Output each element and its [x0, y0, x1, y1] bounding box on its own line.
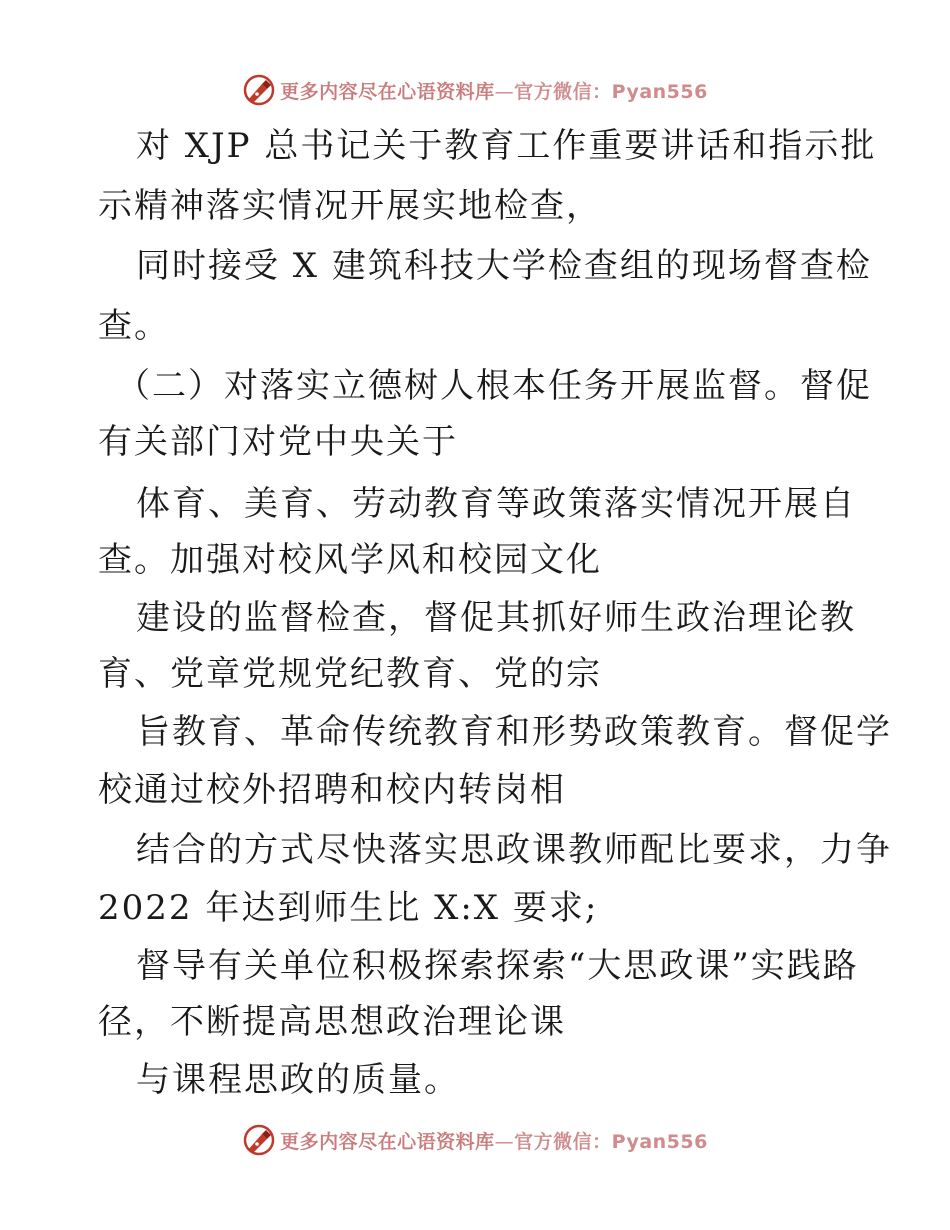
banner-main-text: 更多内容尽在心语资料库	[280, 1130, 495, 1153]
body-line-12: 校通过校外招聘和校内转岗相	[98, 770, 566, 810]
body-line-2: 示精神落实情况开展实地检查，	[98, 186, 602, 226]
footer-banner	[0, 1120, 950, 1160]
pen-nib-circle-logo-icon	[242, 1123, 276, 1157]
body-line-10: 育、党章党规党纪教育、党的宗	[98, 654, 602, 694]
body-line-17: 与课程思政的质量。	[136, 1060, 460, 1100]
pen-nib-circle-logo-icon	[242, 73, 276, 107]
body-line-7: 体育、美育、劳动教育等政策落实情况开展自	[136, 484, 856, 524]
body-line-16: 径，不断提高思想政治理论课	[98, 1002, 566, 1042]
header-banner	[0, 70, 950, 110]
banner-separator: —	[494, 80, 515, 103]
body-line-8: 查。加强对校风学风和校园文化	[98, 540, 602, 580]
banner-wechat-text: 官方微信：Pyan556	[514, 80, 708, 103]
body-line-4: 查。	[98, 306, 170, 346]
body-line-14: 2022 年达到师生比 X:X 要求;	[98, 888, 599, 928]
banner-text	[280, 77, 708, 104]
body-line-3: 同时接受 X 建筑科技大学检查组的现场督查检	[136, 246, 872, 286]
banner-wechat-text: 官方微信：Pyan556	[514, 1130, 708, 1153]
body-line-13: 结合的方式尽快落实思政课教师配比要求，力争	[136, 830, 892, 870]
body-line-6: 有关部门对党中央关于	[98, 422, 458, 462]
banner-separator: —	[494, 1130, 515, 1153]
body-line-15: 督导有关单位积极探索探索“大思政课”实践路	[136, 946, 859, 986]
body-line-5: （二）对落实立德树人根本任务开展监督。督促	[116, 366, 872, 406]
banner-text	[280, 1127, 708, 1154]
body-line-9: 建设的监督检查，督促其抓好师生政治理论教	[136, 598, 856, 638]
body-line-11: 旨教育、革命传统教育和形势政策教育。督促学	[136, 712, 892, 752]
body-line-1: 对 XJP 总书记关于教育工作重要讲话和指示批	[136, 126, 877, 166]
banner-main-text: 更多内容尽在心语资料库	[280, 80, 495, 103]
